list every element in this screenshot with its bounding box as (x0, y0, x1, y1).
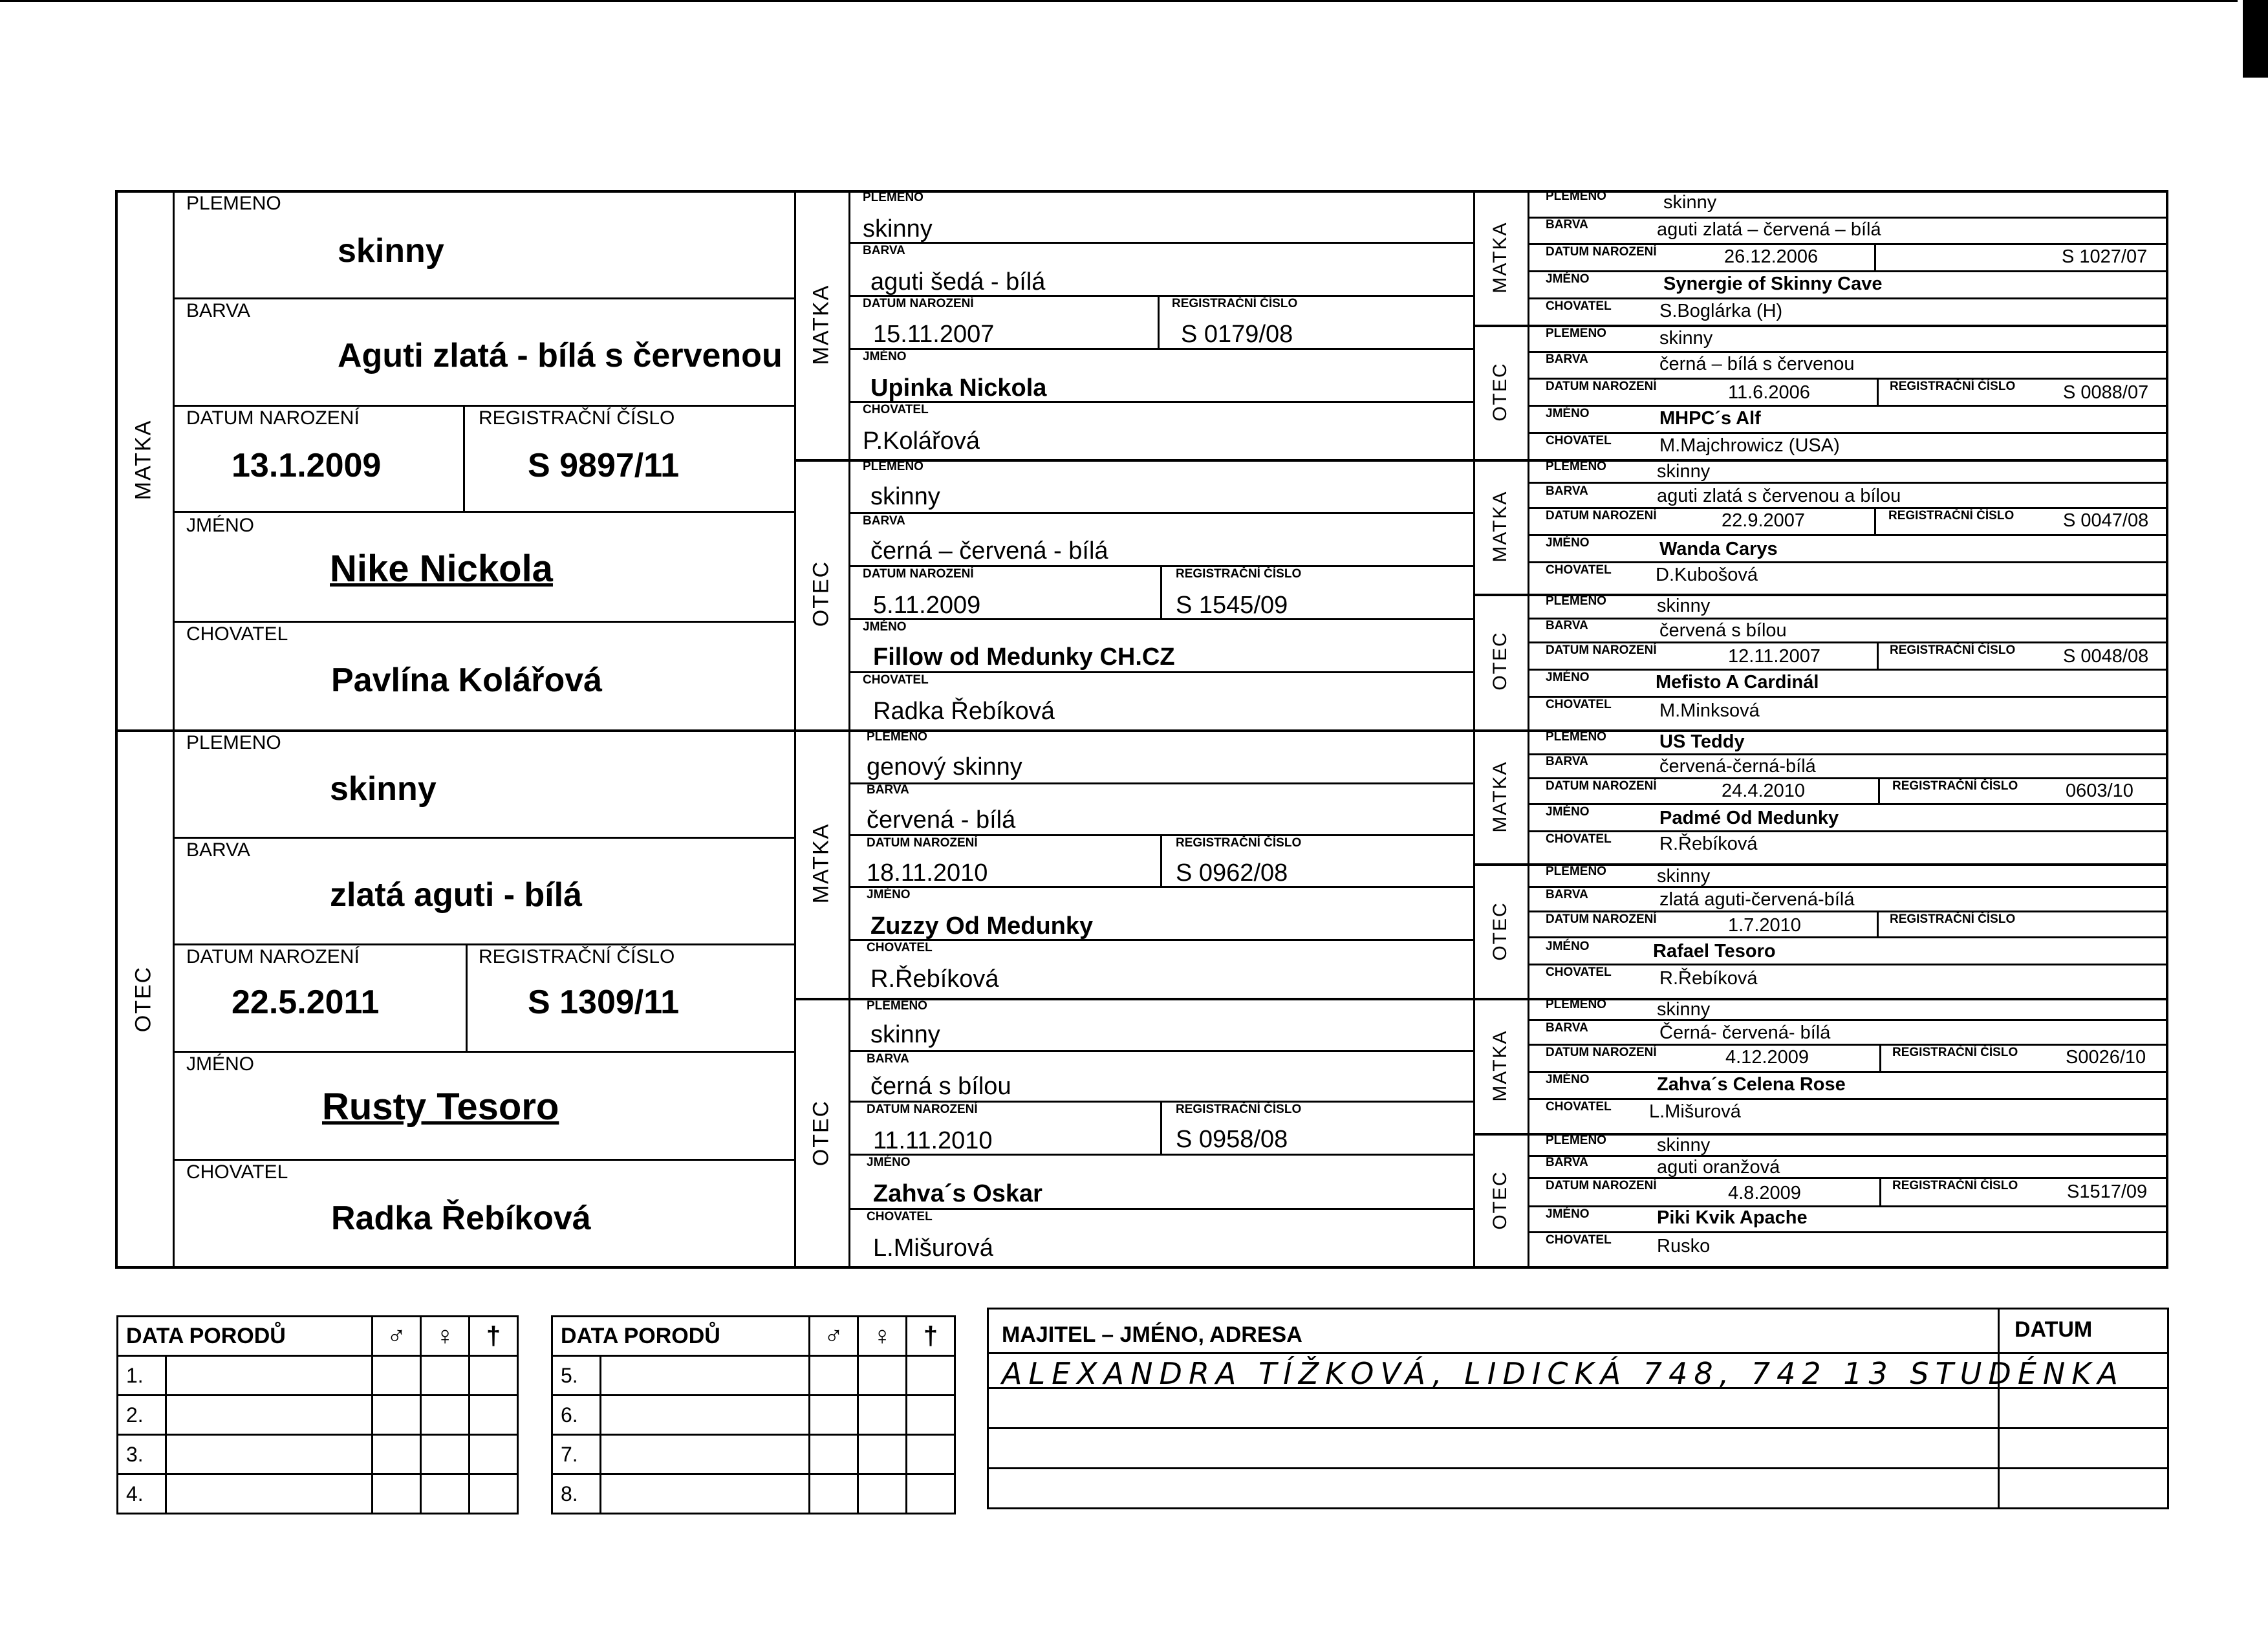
gen3-6-barva: Černá- červená- bílá (1659, 1022, 1831, 1043)
litter-title: DATA PORODŮ (118, 1317, 373, 1356)
barva-label: BARVA (1546, 218, 1588, 232)
gen1-matka-barva: Aguti zlatá - bílá s červenou (338, 337, 783, 374)
datum-label: DATUM NAROZENÍ (1546, 245, 1657, 259)
gen3-3-plemeno: skinny (1657, 596, 1711, 616)
gen3-0-plemeno: skinny (1663, 192, 1717, 213)
gen3-1-reg: S 0088/07 (2063, 382, 2149, 403)
gen3-4-chovatel: R.Řebíková (1659, 834, 1758, 854)
plemeno-label: PLEMENO (1546, 730, 1606, 744)
barva-label: BARVA (1546, 352, 1588, 366)
litter-male-cell[interactable] (373, 1356, 421, 1396)
scan-right-edge (2243, 0, 2268, 78)
gen2-2-reg: S 0962/08 (1176, 859, 1288, 887)
litter-male-cell[interactable] (373, 1435, 421, 1474)
gen3-2-plemeno: skinny (1657, 461, 1711, 482)
chovatel-label: CHOVATEL (1546, 563, 1612, 577)
litter-date-cell[interactable] (166, 1435, 373, 1474)
role-label: OTEC (1489, 362, 1511, 422)
gen3-1-barva: černá – bílá s červenou (1659, 354, 1855, 374)
gen2-0-chovatel: P.Kolářová (863, 427, 980, 455)
litter-female-cell[interactable] (421, 1435, 470, 1474)
datum-label: DATUM NAROZENÍ (1546, 380, 1657, 393)
reg-label: REGISTRAČNÍ ČÍSLO (1888, 509, 2014, 523)
gen3-0-jmeno: Synergie of Skinny Cave (1663, 274, 1883, 294)
gen2-0-reg: S 0179/08 (1181, 321, 1293, 348)
gen3-6-chovatel: L.Mišurová (1649, 1101, 1741, 1122)
role-label: OTEC (1489, 631, 1511, 691)
jmeno-label: JMÉNO (186, 1053, 254, 1075)
role-label: MATKA (808, 284, 834, 365)
gen3-5-chovatel: R.Řebíková (1659, 968, 1758, 989)
gen3-1-datum: 11.6.2006 (1728, 382, 1810, 403)
gen3-7-plemeno: skinny (1657, 1135, 1711, 1156)
gen2-2-plemeno: genový skinny (867, 753, 1022, 781)
gen2-2-chovatel: R.Řebíková (870, 965, 999, 993)
gen2-3-reg: S 0958/08 (1176, 1126, 1288, 1153)
chovatel-label: CHOVATEL (1546, 698, 1612, 711)
gen1-matka-jmeno: Nike Nickola (330, 548, 553, 590)
litter-date-cell[interactable] (166, 1474, 373, 1514)
chovatel-label: CHOVATEL (863, 673, 929, 687)
reg-label: REGISTRAČNÍ ČÍSLO (479, 946, 675, 967)
gen3-6-datum: 4.12.2009 (1725, 1047, 1809, 1068)
gen3-7-chovatel: Rusko (1657, 1236, 1711, 1256)
plemeno-label: PLEMENO (186, 193, 281, 214)
reg-label: REGISTRAČNÍ ČÍSLO (1892, 1046, 2018, 1059)
gen1-matka-plemeno: skinny (338, 232, 444, 270)
barva-label: BARVA (1546, 1156, 1588, 1169)
datum-label: DATUM NAROZENÍ (1546, 1179, 1657, 1192)
gen1-otec-jmeno: Rusty Tesoro (322, 1086, 559, 1128)
plemeno-label: PLEMENO (863, 191, 923, 204)
plemeno-label: PLEMENO (1546, 998, 1606, 1011)
litter-dead-cell[interactable] (470, 1356, 518, 1396)
chovatel-label: CHOVATEL (1546, 832, 1612, 846)
gen2-2-jmeno: Zuzzy Od Medunky (870, 912, 1094, 940)
gen3-1-plemeno: skinny (1659, 328, 1713, 349)
gen3-7-reg: S1517/09 (2067, 1181, 2148, 1202)
reg-label: REGISTRAČNÍ ČÍSLO (1892, 1179, 2018, 1192)
litter-female-cell[interactable] (421, 1396, 470, 1435)
litter-male-cell[interactable] (810, 1435, 858, 1474)
role-label: MATKA (1489, 760, 1511, 833)
barva-label: BARVA (1546, 888, 1588, 901)
gen1-otec-barva: zlatá aguti - bílá (330, 876, 583, 914)
litter-female-cell[interactable] (858, 1356, 907, 1396)
reg-label: REGISTRAČNÍ ČÍSLO (1890, 912, 2016, 926)
litter-row-number: 3. (118, 1435, 166, 1474)
dead-symbol: † (907, 1317, 955, 1356)
datum-label: DATUM NAROZENÍ (863, 297, 974, 310)
gen3-2-chovatel: D.Kubošová (1656, 565, 1758, 585)
gen3-7-barva: aguti oranžová (1657, 1157, 1780, 1178)
barva-label: BARVA (1546, 484, 1588, 498)
gen3-5-barva: zlatá aguti-červená-bílá (1659, 889, 1855, 910)
litter-male-cell[interactable] (810, 1396, 858, 1435)
reg-label: REGISTRAČNÍ ČÍSLO (479, 407, 675, 429)
owner-title: MAJITEL – JMÉNO, ADRESA (1002, 1322, 1302, 1347)
plemeno-label: PLEMENO (1546, 594, 1606, 608)
gen3-2-reg: S 0047/08 (2063, 510, 2149, 531)
litter-row-number: 1. (118, 1356, 166, 1396)
role-label: MATKA (1489, 221, 1511, 294)
litter-date-cell[interactable] (601, 1396, 810, 1435)
reg-label: REGISTRAČNÍ ČÍSLO (1892, 779, 2018, 793)
plemeno-label: PLEMENO (867, 999, 927, 1013)
plemeno-label: PLEMENO (867, 730, 927, 744)
gen3-5-datum: 1.7.2010 (1728, 915, 1801, 936)
jmeno-label: JMÉNO (1546, 407, 1590, 420)
gen1-otec-chovatel: Radka Řebíková (331, 1200, 591, 1237)
role-label: OTEC (808, 560, 834, 627)
litter-date-cell[interactable] (166, 1356, 373, 1396)
datum-label: DATUM NAROZENÍ (186, 407, 360, 429)
chovatel-label: CHOVATEL (186, 1161, 288, 1183)
jmeno-label: JMÉNO (1546, 1073, 1590, 1086)
role-label: OTEC (1489, 901, 1511, 961)
litter-female-cell[interactable] (858, 1396, 907, 1435)
jmeno-label: JMÉNO (863, 620, 907, 634)
chovatel-label: CHOVATEL (1546, 434, 1612, 447)
barva-label: BARVA (1546, 619, 1588, 632)
litter-row-number: 5. (552, 1356, 601, 1396)
litter-female-cell[interactable] (858, 1474, 907, 1514)
gen2-1-reg: S 1545/09 (1176, 592, 1288, 619)
litter-male-cell[interactable] (810, 1474, 858, 1514)
plemeno-label: PLEMENO (186, 732, 281, 753)
chovatel-label: CHOVATEL (1546, 1100, 1612, 1114)
role-label-matka: MATKA (131, 419, 156, 501)
gen2-0-jmeno: Upinka Nickola (870, 374, 1047, 402)
gen1-matka-reg: S 9897/11 (528, 447, 680, 484)
owner-table (987, 1308, 2169, 1509)
role-label: MATKA (1489, 1029, 1511, 1102)
gen1-otec-datum: 22.5.2011 (232, 984, 380, 1021)
gen2-1-jmeno: Fillow od Medunky CH.CZ (873, 643, 1175, 671)
gen3-2-jmeno: Wanda Carys (1659, 539, 1778, 559)
litter-male-cell[interactable] (373, 1474, 421, 1514)
plemeno-label: PLEMENO (863, 460, 923, 473)
gen3-7-datum: 4.8.2009 (1728, 1183, 1801, 1203)
gen3-3-barva: červená s bílou (1659, 620, 1787, 641)
gen3-6-reg: S0026/10 (2066, 1047, 2146, 1068)
gen3-3-chovatel: M.Minksová (1659, 700, 1760, 721)
female-symbol: ♀ (421, 1317, 470, 1356)
jmeno-label: JMÉNO (863, 350, 907, 363)
chovatel-label: CHOVATEL (1546, 1233, 1612, 1247)
jmeno-label: JMÉNO (1546, 536, 1590, 550)
gen3-3-jmeno: Mefisto A Cardinál (1656, 672, 1819, 693)
litter-row-number: 2. (118, 1396, 166, 1435)
gen3-4-plemeno: US Teddy (1659, 731, 1745, 752)
barva-label: BARVA (867, 1052, 909, 1066)
jmeno-label: JMÉNO (1546, 272, 1590, 286)
gen1-otec-reg: S 1309/11 (528, 984, 680, 1021)
datum-label: DATUM NAROZENÍ (186, 946, 360, 967)
litter-row-number: 8. (552, 1474, 601, 1514)
gen3-0-barva: aguti zlatá – červená – bílá (1657, 219, 1881, 240)
gen3-4-barva: červená-černá-bílá (1659, 756, 1816, 777)
litter-row-number: 6. (552, 1396, 601, 1435)
gen3-3-reg: S 0048/08 (2063, 646, 2149, 667)
role-label-otec: OTEC (131, 965, 156, 1033)
gen2-0-barva: aguti šedá - bílá (870, 268, 1046, 296)
litter-dead-cell[interactable] (907, 1396, 955, 1435)
role-label: MATKA (1489, 490, 1511, 563)
datum-label: DATUM NAROZENÍ (867, 836, 978, 850)
gen3-4-jmeno: Padmé Od Medunky (1659, 808, 1839, 828)
jmeno-label: JMÉNO (1546, 671, 1590, 684)
reg-label: REGISTRAČNÍ ČÍSLO (1176, 836, 1302, 850)
barva-label: BARVA (1546, 755, 1588, 768)
litter-female-cell[interactable] (421, 1356, 470, 1396)
plemeno-label: PLEMENO (1546, 460, 1606, 473)
dead-symbol: † (470, 1317, 518, 1356)
gen3-0-reg: S 1027/07 (2062, 246, 2148, 267)
gen2-1-datum: 5.11.2009 (873, 592, 981, 619)
litter-date-cell[interactable] (166, 1396, 373, 1435)
gen3-4-datum: 24.4.2010 (1722, 781, 1806, 801)
litter-row-number: 7. (552, 1435, 601, 1474)
plemeno-label: PLEMENO (1546, 189, 1606, 203)
gen2-1-barva: černá – červená - bílá (870, 537, 1108, 565)
barva-label: BARVA (186, 839, 250, 861)
reg-label: REGISTRAČNÍ ČÍSLO (1176, 567, 1302, 581)
barva-label: BARVA (186, 300, 250, 321)
gen3-1-jmeno: MHPC´s Alf (1659, 408, 1761, 429)
plemeno-label: PLEMENO (1546, 1134, 1606, 1147)
litter-dead-cell[interactable] (470, 1396, 518, 1435)
gen3-6-plemeno: skinny (1657, 999, 1711, 1020)
male-symbol: ♂ (810, 1317, 858, 1356)
gen3-0-chovatel: S.Boglárka (H) (1659, 301, 1783, 321)
gen3-6-jmeno: Zahva´s Celena Rose (1657, 1074, 1846, 1095)
scan-top-edge (0, 0, 2238, 2)
gen1-otec-plemeno: skinny (330, 770, 437, 808)
owner-date-title: DATUM (2014, 1317, 2093, 1342)
gen3-2-datum: 22.9.2007 (1722, 510, 1806, 531)
gen2-3-datum: 11.11.2010 (873, 1127, 993, 1154)
role-label: OTEC (808, 1099, 834, 1167)
jmeno-label: JMÉNO (867, 888, 911, 901)
male-symbol: ♂ (373, 1317, 421, 1356)
jmeno-label: JMÉNO (1546, 805, 1590, 819)
role-label: MATKA (808, 823, 834, 904)
litter-male-cell[interactable] (373, 1396, 421, 1435)
litter-table-right (551, 1315, 956, 1514)
litter-dead-cell[interactable] (470, 1474, 518, 1514)
gen3-3-datum: 12.11.2007 (1728, 646, 1820, 667)
reg-label: REGISTRAČNÍ ČÍSLO (1176, 1103, 1302, 1116)
reg-label: REGISTRAČNÍ ČÍSLO (1172, 297, 1298, 310)
gen3-5-plemeno: skinny (1657, 866, 1711, 887)
litter-dead-cell[interactable] (907, 1356, 955, 1396)
plemeno-label: PLEMENO (1546, 327, 1606, 340)
plemeno-label: PLEMENO (1546, 865, 1606, 878)
datum-label: DATUM NAROZENÍ (1546, 779, 1657, 793)
litter-date-cell[interactable] (601, 1474, 810, 1514)
litter-date-cell[interactable] (601, 1435, 810, 1474)
gen3-5-jmeno: Rafael Tesoro (1653, 941, 1776, 962)
litter-male-cell[interactable] (810, 1356, 858, 1396)
datum-label: DATUM NAROZENÍ (1546, 643, 1657, 657)
litter-table-left (116, 1315, 519, 1514)
gen2-3-barva: černá s bílou (870, 1073, 1011, 1100)
barva-label: BARVA (867, 783, 909, 797)
datum-label: DATUM NAROZENÍ (1546, 912, 1657, 926)
jmeno-label: JMÉNO (867, 1156, 911, 1169)
barva-label: BARVA (863, 514, 905, 528)
litter-dead-cell[interactable] (907, 1474, 955, 1514)
chovatel-label: CHOVATEL (1546, 965, 1612, 979)
gen3-2-barva: aguti zlatá s červenou a bílou (1657, 486, 1901, 506)
jmeno-label: JMÉNO (1546, 940, 1590, 953)
role-label: OTEC (1489, 1170, 1511, 1230)
barva-label: BARVA (1546, 1021, 1588, 1035)
gen3-1-chovatel: M.Majchrowicz (USA) (1659, 435, 1840, 456)
gen2-2-datum: 18.11.2010 (867, 859, 988, 887)
gen2-1-plemeno: skinny (870, 483, 940, 510)
gen2-2-barva: červená - bílá (867, 806, 1016, 834)
gen1-matka-chovatel: Pavlína Kolářová (331, 662, 603, 699)
gen3-4-reg: 0603/10 (2066, 781, 2133, 801)
chovatel-label: CHOVATEL (867, 1210, 933, 1223)
datum-label: DATUM NAROZENÍ (1546, 509, 1657, 523)
gen2-1-chovatel: Radka Řebíková (873, 698, 1055, 725)
gen1-matka-datum: 13.1.2009 (232, 447, 382, 484)
jmeno-label: JMÉNO (186, 515, 254, 536)
chovatel-label: CHOVATEL (186, 623, 288, 645)
gen3-0-datum: 26.12.2006 (1724, 246, 1819, 267)
gen3-7-jmeno: Piki Kvik Apache (1657, 1207, 1808, 1228)
chovatel-label: CHOVATEL (1546, 299, 1612, 313)
datum-label: DATUM NAROZENÍ (863, 567, 974, 581)
litter-date-cell[interactable] (601, 1356, 810, 1396)
reg-label: REGISTRAČNÍ ČÍSLO (1890, 380, 2016, 393)
litter-row-number: 4. (118, 1474, 166, 1514)
female-symbol: ♀ (858, 1317, 907, 1356)
gen2-3-jmeno: Zahva´s Oskar (873, 1180, 1042, 1207)
datum-label: DATUM NAROZENÍ (867, 1103, 978, 1116)
litter-dead-cell[interactable] (470, 1435, 518, 1474)
litter-title: DATA PORODŮ (552, 1317, 810, 1356)
owner-handwritten: ALEXANDRA TÍŽKOVÁ, LIDICKÁ 748, 742 13 STUDÉNKA (1002, 1356, 2124, 1391)
barva-label: BARVA (863, 244, 905, 257)
chovatel-label: CHOVATEL (867, 941, 933, 954)
datum-label: DATUM NAROZENÍ (1546, 1046, 1657, 1059)
litter-dead-cell[interactable] (907, 1435, 955, 1474)
litter-female-cell[interactable] (421, 1474, 470, 1514)
gen2-3-plemeno: skinny (870, 1021, 940, 1048)
reg-label: REGISTRAČNÍ ČÍSLO (1890, 643, 2016, 657)
chovatel-label: CHOVATEL (863, 403, 929, 416)
litter-female-cell[interactable] (858, 1435, 907, 1474)
gen2-3-chovatel: L.Mišurová (873, 1234, 993, 1262)
gen2-0-plemeno: skinny (863, 215, 933, 242)
gen2-0-datum: 15.11.2007 (873, 321, 995, 348)
jmeno-label: JMÉNO (1546, 1207, 1590, 1221)
